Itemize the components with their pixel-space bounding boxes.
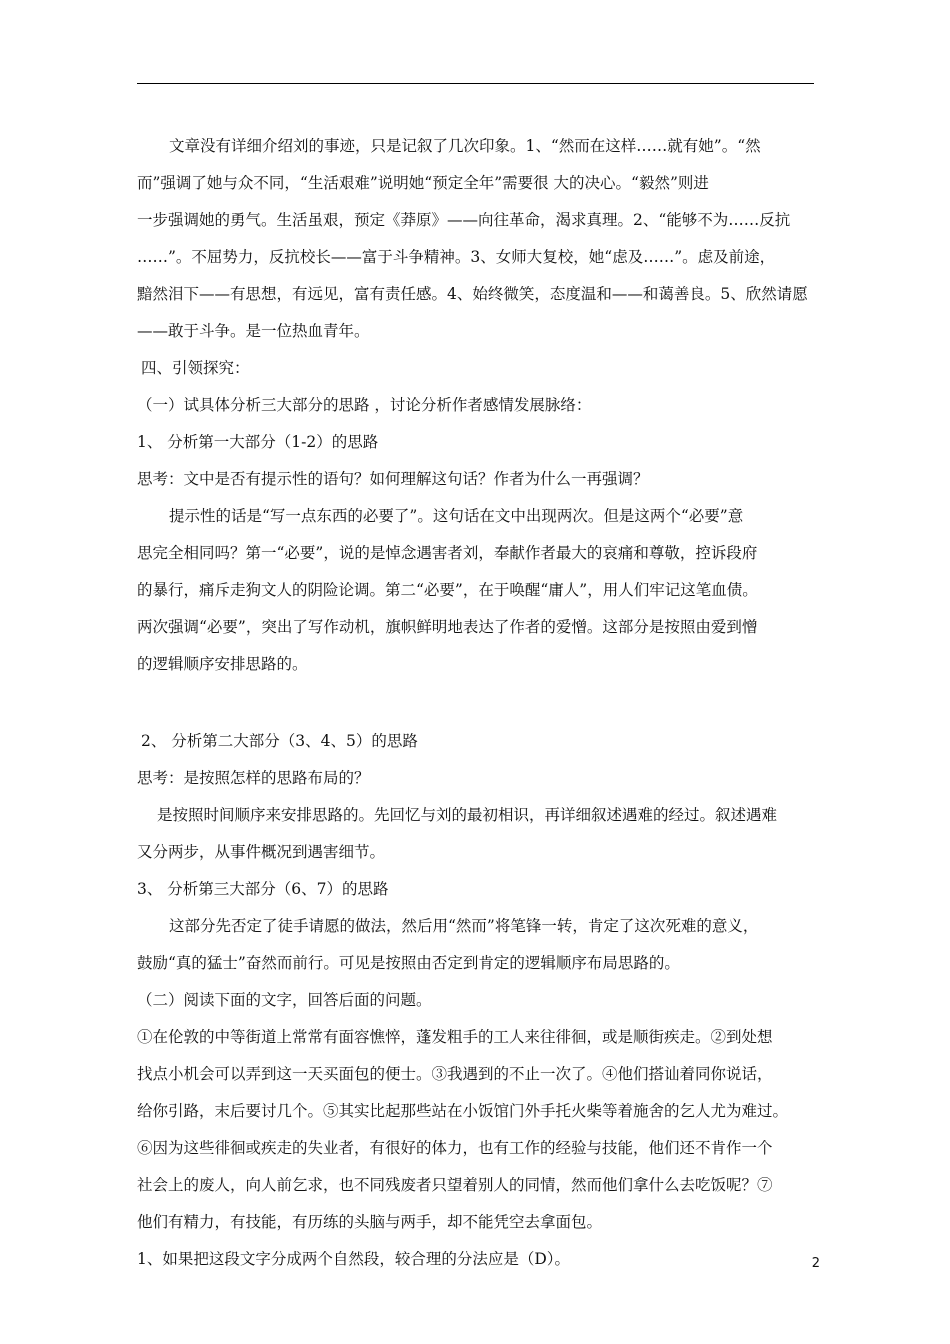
passage-line: ①在伦敦的中等街道上常常有面容憔悴，蓬发粗手的工人来往徘徊，或是顺街疾走。②到处想 — [137, 1028, 773, 1046]
passage-line: 他们有精力，有技能，有历练的头脑与两手，却不能凭空去拿面包。 — [137, 1213, 603, 1231]
paragraph-line: 文章没有详细介绍刘的事迹，只是记叙了几次印象。1、“然而在这样……就有她”。“然 — [169, 137, 761, 155]
paragraph-line: 的逻辑顺序安排思路的。 — [137, 655, 308, 673]
paragraph-line: 提示性的话是“写一点东西的必要了”。这句话在文中出现两次。但是这两个“必要”意 — [169, 507, 744, 525]
paragraph-line: ——敢于斗争。是一位热血青年。 — [137, 322, 370, 340]
page-number: 2 — [811, 1256, 820, 1271]
paragraph-line: 一步强调她的勇气。生活虽艰，预定《莽原》——向往革命，渴求真理。2、“能够不为……反抗 — [137, 211, 791, 229]
question-line: 思考：文中是否有提示性的语句？如何理解这句话？作者为什么一再强调？ — [137, 470, 649, 488]
blank-gap — [137, 683, 817, 723]
paragraph-line: 鼓励“真的猛士”奋然而前行。可见是按照由否定到肯定的逻辑顺序布局思路的。 — [137, 954, 680, 972]
paragraph-line: 黯然泪下——有思想，有远见，富有责任感。4、始终微笑，态度温和——和蔼善良。5、欣然请愿 — [137, 285, 808, 303]
paragraph-line: 的暴行，痛斥走狗文人的阴险论调。第二“必要”，在于唤醒“庸人”，用人们牢记这笔血债。 — [137, 581, 758, 599]
header-rule — [137, 83, 814, 84]
paragraph-line: 这部分先否定了徒手请愿的做法，然后用“然而”将笔锋一转，肯定了这次死难的意义， — [169, 917, 759, 935]
item-heading: 1、 分析第一大部分（1-2）的思路 — [137, 433, 379, 451]
item-heading: 3、 分析第三大部分（6、7）的思路 — [137, 880, 389, 898]
paragraph-line: 又分两步，从事件概况到遇害细节。 — [137, 843, 386, 861]
document-body — [137, 128, 817, 1278]
passage-line: 给你引路，末后要讨几个。⑤其实比起那些站在小饭馆门外手托火柴等着施舍的乞人尤为难过。 — [137, 1102, 789, 1120]
question-line: 1、如果把这段文字分成两个自然段，较合理的分法应是（D）。 — [137, 1250, 571, 1268]
subsection-heading: （一）试具体分析三大部分的思路 ，讨论分析作者感情发展脉络： — [137, 396, 592, 414]
question-line: 思考：是按照怎样的思路布局的？ — [137, 769, 370, 787]
passage-line: 找点小机会可以弄到这一天买面包的便士。③我遇到的不止一次了。④他们搭讪着同你说话， — [137, 1065, 773, 1083]
section-heading: 四、引领探究： — [141, 359, 250, 377]
passage-line: 社会上的废人，向人前乞求，也不同残废者只望着别人的同情，然而他们拿什么去吃饭呢？⑦ — [137, 1176, 773, 1194]
item-heading: 2、 分析第二大部分（3、4、5）的思路 — [141, 732, 418, 750]
paragraph-line: ……”。不屈势力，反抗校长——富于斗争精神。3、女师大复校，她“虑及……”。虑及前途， — [137, 248, 776, 266]
paragraph-line: 是按照时间顺序来安排思路的。先回忆与刘的最初相识，再详细叙述遇难的经过。叙述遇难 — [157, 806, 778, 824]
paragraph-line: 而”强调了她与众不同，“生活艰难”说明她“预定全年”需要很 大的决心。“毅然”则进 — [137, 174, 709, 192]
subsection-heading: （二）阅读下面的文字，回答后面的问题。 — [137, 991, 432, 1009]
passage-line: ⑥因为这些徘徊或疾走的失业者，有很好的体力，也有工作的经验与技能，他们还不肯作一个 — [137, 1139, 773, 1157]
paragraph-line: 两次强调“必要”，突出了写作动机，旗帜鲜明地表达了作者的爱憎。这部分是按照由爱到憎 — [137, 618, 758, 636]
paragraph-line: 思完全相同吗？第一“必要”，说的是悼念遇害者刘，奉献作者最大的哀痛和尊敬，控诉段府 — [137, 544, 758, 562]
